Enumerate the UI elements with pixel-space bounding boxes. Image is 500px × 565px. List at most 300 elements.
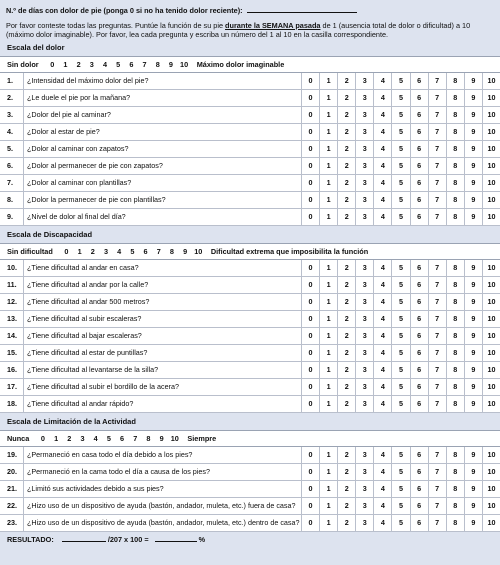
question-number: 23. (0, 515, 24, 531)
question-number: 1. (0, 73, 24, 89)
score-option[interactable]: 4 (373, 362, 391, 378)
score-option[interactable]: 2 (337, 260, 355, 276)
question-row (0, 124, 500, 141)
result-score-blank[interactable] (62, 534, 106, 542)
score-option[interactable]: 8 (446, 498, 464, 514)
score-option[interactable]: 7 (428, 328, 446, 344)
score-option[interactable]: 1 (319, 362, 337, 378)
score-options (301, 345, 500, 361)
score-option[interactable]: 6 (410, 158, 428, 174)
score-option[interactable]: 8 (446, 158, 464, 174)
score-option[interactable]: 6 (410, 464, 428, 480)
question-row (0, 345, 500, 362)
score-option[interactable]: 7 (428, 90, 446, 106)
instructions-emphasis: durante la SEMANA pasada (225, 21, 321, 30)
score-option[interactable]: 10 (482, 328, 500, 344)
question-number: 14. (0, 328, 24, 344)
score-option[interactable]: 0 (301, 124, 319, 140)
score-option[interactable]: 8 (446, 260, 464, 276)
score-option[interactable]: 4 (373, 464, 391, 480)
score-option[interactable]: 6 (410, 379, 428, 395)
score-option[interactable]: 8 (446, 311, 464, 327)
score-option[interactable]: 7 (428, 107, 446, 123)
score-option[interactable]: 7 (428, 311, 446, 327)
score-option[interactable]: 0 (301, 481, 319, 497)
score-option[interactable]: 2 (337, 447, 355, 463)
score-option[interactable]: 0 (301, 294, 319, 310)
score-option[interactable]: 4 (373, 141, 391, 157)
score-option[interactable]: 4 (373, 447, 391, 463)
score-option[interactable]: 3 (355, 481, 373, 497)
score-option[interactable]: 10 (482, 396, 500, 412)
question-number: 3. (0, 107, 24, 123)
score-option[interactable]: 2 (337, 209, 355, 225)
score-option[interactable]: 1 (319, 175, 337, 191)
score-option[interactable]: 4 (373, 396, 391, 412)
score-option[interactable]: 2 (337, 345, 355, 361)
score-option[interactable]: 10 (482, 141, 500, 157)
score-option[interactable]: 8 (446, 175, 464, 191)
score-option[interactable]: 5 (391, 141, 409, 157)
score-option[interactable]: 2 (337, 141, 355, 157)
score-option[interactable]: 6 (410, 192, 428, 208)
score-option[interactable]: 6 (410, 209, 428, 225)
score-option[interactable]: 3 (355, 107, 373, 123)
score-option[interactable]: 8 (446, 277, 464, 293)
score-options (301, 311, 500, 327)
score-option[interactable]: 2 (337, 277, 355, 293)
score-option[interactable]: 10 (482, 345, 500, 361)
scale-left-label: Nunca (7, 434, 30, 443)
score-option[interactable]: 4 (373, 107, 391, 123)
score-option[interactable]: 10 (482, 192, 500, 208)
score-option[interactable]: 3 (355, 311, 373, 327)
scale-right-label: Máximo dolor imaginable (196, 60, 285, 69)
score-option[interactable]: 2 (337, 481, 355, 497)
score-option[interactable]: 0 (301, 209, 319, 225)
score-option[interactable]: 2 (337, 396, 355, 412)
score-option[interactable]: 7 (428, 124, 446, 140)
score-option[interactable]: 5 (391, 124, 409, 140)
result-percent-blank[interactable] (155, 534, 197, 542)
score-option[interactable]: 2 (337, 311, 355, 327)
score-option[interactable]: 0 (301, 73, 319, 89)
score-option[interactable]: 4 (373, 260, 391, 276)
score-option[interactable]: 10 (482, 158, 500, 174)
score-option[interactable]: 3 (355, 345, 373, 361)
score-option[interactable]: 3 (355, 209, 373, 225)
score-option[interactable]: 0 (301, 311, 319, 327)
score-option[interactable]: 5 (391, 379, 409, 395)
score-option[interactable]: 2 (337, 362, 355, 378)
score-option[interactable]: 7 (428, 396, 446, 412)
question-text: ¿Tiene dificultad al bajar escaleras? (27, 331, 142, 340)
score-option[interactable]: 2 (337, 175, 355, 191)
score-option[interactable]: 2 (337, 379, 355, 395)
score-option[interactable]: 3 (355, 379, 373, 395)
score-option[interactable]: 4 (373, 311, 391, 327)
score-option[interactable]: 1 (319, 396, 337, 412)
score-option[interactable]: 4 (373, 90, 391, 106)
score-option[interactable]: 1 (319, 379, 337, 395)
score-option[interactable]: 10 (482, 294, 500, 310)
score-option[interactable]: 3 (355, 294, 373, 310)
score-option[interactable]: 2 (337, 498, 355, 514)
question-number: 6. (0, 158, 24, 174)
score-option[interactable]: 6 (410, 175, 428, 191)
score-option[interactable]: 2 (337, 464, 355, 480)
score-option[interactable]: 5 (391, 396, 409, 412)
score-option[interactable]: 5 (391, 277, 409, 293)
score-option[interactable]: 10 (482, 464, 500, 480)
score-option[interactable]: 10 (482, 260, 500, 276)
score-option[interactable]: 9 (464, 90, 482, 106)
score-option[interactable]: 0 (301, 498, 319, 514)
score-option[interactable]: 1 (319, 73, 337, 89)
scale-number: 8 (155, 60, 160, 69)
score-option[interactable]: 5 (391, 328, 409, 344)
score-option[interactable]: 6 (410, 396, 428, 412)
score-option[interactable]: 8 (446, 192, 464, 208)
score-option[interactable]: 10 (482, 277, 500, 293)
score-option[interactable]: 6 (410, 294, 428, 310)
score-option[interactable]: 7 (428, 260, 446, 276)
scale-number: 9 (168, 60, 173, 69)
score-option[interactable]: 5 (391, 209, 409, 225)
score-option[interactable]: 6 (410, 277, 428, 293)
score-option[interactable]: 6 (410, 362, 428, 378)
score-option[interactable]: 8 (446, 362, 464, 378)
score-option[interactable]: 1 (319, 515, 337, 531)
score-option[interactable]: 8 (446, 328, 464, 344)
score-option[interactable]: 0 (301, 175, 319, 191)
score-option[interactable]: 10 (482, 311, 500, 327)
score-option[interactable]: 7 (428, 464, 446, 480)
score-option[interactable]: 9 (464, 311, 482, 327)
score-option[interactable]: 3 (355, 124, 373, 140)
score-option[interactable]: 2 (337, 294, 355, 310)
score-option[interactable]: 3 (355, 73, 373, 89)
score-option[interactable]: 4 (373, 192, 391, 208)
score-option[interactable]: 1 (319, 294, 337, 310)
scale-number: 8 (169, 247, 174, 256)
score-option[interactable]: 8 (446, 515, 464, 531)
score-option[interactable]: 8 (446, 379, 464, 395)
score-option[interactable]: 10 (482, 124, 500, 140)
question-number: 10. (0, 260, 24, 276)
score-option[interactable]: 3 (355, 192, 373, 208)
score-option[interactable]: 8 (446, 396, 464, 412)
score-option[interactable]: 8 (446, 481, 464, 497)
score-option[interactable]: 8 (446, 464, 464, 480)
score-option[interactable]: 4 (373, 175, 391, 191)
score-option[interactable]: 9 (464, 345, 482, 361)
score-option[interactable]: 8 (446, 141, 464, 157)
score-option[interactable]: 0 (301, 345, 319, 361)
score-option[interactable]: 9 (464, 498, 482, 514)
question-number: 9. (0, 209, 24, 225)
score-option[interactable]: 5 (391, 447, 409, 463)
score-option[interactable]: 10 (482, 379, 500, 395)
score-option[interactable]: 7 (428, 192, 446, 208)
question-row (0, 311, 500, 328)
score-option[interactable]: 3 (355, 175, 373, 191)
score-option[interactable]: 9 (464, 328, 482, 344)
question-text: ¿Nivel de dolor al final del día? (27, 212, 126, 221)
question-text: ¿Tiene dificultad al andar por la calle? (27, 280, 149, 289)
score-option[interactable]: 9 (464, 107, 482, 123)
score-option[interactable]: 7 (428, 515, 446, 531)
score-option[interactable]: 7 (428, 345, 446, 361)
score-option[interactable]: 9 (464, 141, 482, 157)
question-row (0, 141, 500, 158)
score-option[interactable]: 3 (355, 328, 373, 344)
score-option[interactable]: 9 (464, 73, 482, 89)
score-option[interactable]: 8 (446, 124, 464, 140)
score-option[interactable]: 3 (355, 515, 373, 531)
score-option[interactable]: 6 (410, 311, 428, 327)
score-options (301, 90, 500, 106)
score-option[interactable]: 5 (391, 362, 409, 378)
score-option[interactable]: 1 (319, 260, 337, 276)
score-option[interactable]: 0 (301, 464, 319, 480)
score-option[interactable]: 10 (482, 107, 500, 123)
days-input-blank[interactable] (247, 5, 357, 13)
score-option[interactable]: 6 (410, 447, 428, 463)
score-option[interactable]: 1 (319, 481, 337, 497)
score-option[interactable]: 4 (373, 328, 391, 344)
score-option[interactable]: 1 (319, 311, 337, 327)
score-option[interactable]: 4 (373, 345, 391, 361)
score-option[interactable]: 1 (319, 464, 337, 480)
score-option[interactable]: 7 (428, 175, 446, 191)
score-option[interactable]: 6 (410, 515, 428, 531)
score-option[interactable]: 1 (319, 345, 337, 361)
score-option[interactable]: 6 (410, 73, 428, 89)
score-option[interactable]: 4 (373, 158, 391, 174)
scale-number: 6 (120, 434, 125, 443)
score-option[interactable]: 10 (482, 90, 500, 106)
score-option[interactable]: 9 (464, 277, 482, 293)
score-option[interactable]: 4 (373, 124, 391, 140)
score-options (301, 328, 500, 344)
score-option[interactable]: 7 (428, 73, 446, 89)
score-option[interactable]: 1 (319, 277, 337, 293)
score-option[interactable]: 10 (482, 175, 500, 191)
score-option[interactable]: 0 (301, 277, 319, 293)
score-option[interactable]: 5 (391, 464, 409, 480)
days-question-label: N.º de días con dolor de pie (ponga 0 si no ha tenido dolor reciente): (6, 6, 243, 15)
score-option[interactable]: 10 (482, 209, 500, 225)
score-option[interactable]: 5 (391, 515, 409, 531)
score-option[interactable]: 4 (373, 498, 391, 514)
score-option[interactable]: 5 (391, 260, 409, 276)
score-option[interactable]: 0 (301, 379, 319, 395)
score-option[interactable]: 9 (464, 447, 482, 463)
score-option[interactable]: 7 (428, 447, 446, 463)
question-row (0, 481, 500, 498)
score-option[interactable]: 5 (391, 311, 409, 327)
score-option[interactable]: 0 (301, 396, 319, 412)
score-option[interactable]: 9 (464, 260, 482, 276)
question-text: ¿Hizo uso de un dispositivo de ayuda (bastón, andador, muleta, etc.) fuera de casa? (27, 501, 296, 510)
score-option[interactable]: 3 (355, 141, 373, 157)
question-number: 17. (0, 379, 24, 395)
scale-left-label: Sin dificultad (7, 247, 53, 256)
score-option[interactable]: 3 (355, 464, 373, 480)
score-option[interactable]: 6 (410, 90, 428, 106)
score-option[interactable]: 6 (410, 328, 428, 344)
score-option[interactable]: 5 (391, 192, 409, 208)
scale-number: 8 (146, 434, 151, 443)
score-option[interactable]: 6 (410, 141, 428, 157)
score-option[interactable]: 6 (410, 107, 428, 123)
score-option[interactable]: 9 (464, 515, 482, 531)
question-row (0, 362, 500, 379)
score-option[interactable]: 4 (373, 379, 391, 395)
score-option[interactable]: 6 (410, 481, 428, 497)
score-option[interactable]: 4 (373, 209, 391, 225)
score-option[interactable]: 2 (337, 328, 355, 344)
score-option[interactable]: 10 (482, 73, 500, 89)
score-option[interactable]: 7 (428, 379, 446, 395)
score-option[interactable]: 5 (391, 175, 409, 191)
score-option[interactable]: 0 (301, 107, 319, 123)
scale-number: 9 (159, 434, 164, 443)
score-option[interactable]: 2 (337, 515, 355, 531)
score-option[interactable]: 8 (446, 294, 464, 310)
score-option[interactable]: 9 (464, 209, 482, 225)
score-option[interactable]: 10 (482, 515, 500, 531)
score-option[interactable]: 0 (301, 192, 319, 208)
score-option[interactable]: 5 (391, 498, 409, 514)
score-option[interactable]: 9 (464, 175, 482, 191)
score-option[interactable]: 9 (464, 362, 482, 378)
score-option[interactable]: 7 (428, 362, 446, 378)
score-option[interactable]: 0 (301, 141, 319, 157)
score-option[interactable]: 9 (464, 464, 482, 480)
score-option[interactable]: 10 (482, 362, 500, 378)
score-option[interactable]: 8 (446, 447, 464, 463)
question-row (0, 515, 500, 532)
score-option[interactable]: 10 (482, 481, 500, 497)
score-option[interactable]: 5 (391, 73, 409, 89)
score-option[interactable]: 6 (410, 345, 428, 361)
score-options (301, 158, 500, 174)
score-option[interactable]: 3 (355, 396, 373, 412)
score-option[interactable]: 8 (446, 345, 464, 361)
score-option[interactable]: 3 (355, 277, 373, 293)
score-option[interactable]: 5 (391, 481, 409, 497)
score-option[interactable]: 1 (319, 124, 337, 140)
score-option[interactable]: 1 (319, 447, 337, 463)
score-option[interactable]: 9 (464, 294, 482, 310)
score-option[interactable]: 0 (301, 515, 319, 531)
score-option[interactable]: 2 (337, 90, 355, 106)
question-text: ¿Dolor al permanecer de pie con zapatos? (27, 161, 163, 170)
score-option[interactable]: 2 (337, 192, 355, 208)
score-option[interactable]: 2 (337, 107, 355, 123)
score-option[interactable]: 5 (391, 158, 409, 174)
score-option[interactable]: 4 (373, 294, 391, 310)
score-option[interactable]: 0 (301, 158, 319, 174)
score-option[interactable]: 8 (446, 73, 464, 89)
score-option[interactable]: 4 (373, 481, 391, 497)
score-option[interactable]: 1 (319, 107, 337, 123)
score-option[interactable]: 7 (428, 481, 446, 497)
score-option[interactable]: 9 (464, 396, 482, 412)
score-option[interactable]: 3 (355, 158, 373, 174)
score-option[interactable]: 5 (391, 107, 409, 123)
score-option[interactable]: 0 (301, 362, 319, 378)
score-option[interactable]: 1 (319, 141, 337, 157)
question-text: ¿Tiene dificultad al subir escaleras? (27, 314, 142, 323)
score-option[interactable]: 1 (319, 192, 337, 208)
score-option[interactable]: 5 (391, 90, 409, 106)
score-option[interactable]: 1 (319, 498, 337, 514)
score-option[interactable]: 3 (355, 362, 373, 378)
score-option[interactable]: 2 (337, 73, 355, 89)
score-option[interactable]: 10 (482, 447, 500, 463)
score-option[interactable]: 7 (428, 158, 446, 174)
score-option[interactable]: 7 (428, 294, 446, 310)
score-option[interactable]: 4 (373, 73, 391, 89)
score-option[interactable]: 6 (410, 498, 428, 514)
score-option[interactable]: 0 (301, 90, 319, 106)
score-option[interactable]: 7 (428, 498, 446, 514)
score-option[interactable]: 10 (482, 498, 500, 514)
score-option[interactable]: 1 (319, 328, 337, 344)
score-option[interactable]: 9 (464, 124, 482, 140)
question-row (0, 107, 500, 124)
score-option[interactable]: 9 (464, 158, 482, 174)
question-number: 22. (0, 498, 24, 514)
score-option[interactable]: 1 (319, 158, 337, 174)
score-option[interactable]: 6 (410, 124, 428, 140)
score-option[interactable]: 7 (428, 277, 446, 293)
scale-number: 6 (143, 247, 148, 256)
result-line (0, 532, 500, 548)
score-option[interactable]: 9 (464, 192, 482, 208)
score-option[interactable]: 6 (410, 260, 428, 276)
score-option[interactable]: 3 (355, 498, 373, 514)
scale-number: 0 (40, 434, 45, 443)
score-option[interactable]: 9 (464, 481, 482, 497)
score-option[interactable]: 9 (464, 379, 482, 395)
score-option[interactable]: 0 (301, 260, 319, 276)
score-option[interactable]: 4 (373, 515, 391, 531)
score-option[interactable]: 7 (428, 141, 446, 157)
score-option[interactable]: 3 (355, 90, 373, 106)
question-row (0, 73, 500, 90)
score-option[interactable]: 8 (446, 90, 464, 106)
score-option[interactable]: 1 (319, 90, 337, 106)
score-option[interactable]: 2 (337, 124, 355, 140)
score-option[interactable]: 4 (373, 277, 391, 293)
scale-number: 3 (89, 60, 94, 69)
score-option[interactable]: 7 (428, 209, 446, 225)
score-option[interactable]: 2 (337, 158, 355, 174)
score-option[interactable]: 3 (355, 447, 373, 463)
score-option[interactable]: 5 (391, 345, 409, 361)
score-option[interactable]: 1 (319, 209, 337, 225)
score-option[interactable]: 3 (355, 260, 373, 276)
score-option[interactable]: 8 (446, 209, 464, 225)
score-option[interactable]: 8 (446, 107, 464, 123)
score-option[interactable]: 0 (301, 447, 319, 463)
score-option[interactable]: 0 (301, 328, 319, 344)
score-option[interactable]: 5 (391, 294, 409, 310)
